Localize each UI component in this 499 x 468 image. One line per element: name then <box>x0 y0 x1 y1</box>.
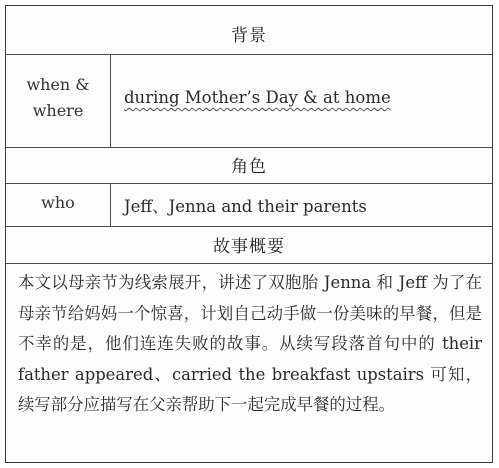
divider <box>6 147 492 148</box>
when-where-text: during Mother’s Day & at home <box>124 88 391 107</box>
when-where-label-line1: when & <box>26 75 90 94</box>
column-divider <box>110 183 111 226</box>
divider <box>6 226 492 227</box>
summary-header: 故事概要 <box>213 237 285 257</box>
divider <box>6 263 492 264</box>
column-divider <box>110 54 111 147</box>
story-info-table <box>5 5 493 463</box>
when-where-label-line2: where <box>32 101 84 120</box>
who-value: Jeff、Jenna and their parents <box>124 197 367 216</box>
summary-paragraph: 本文以母亲节为线索展开，讲述了双胞胎 Jenna 和 Jeff 为了在母亲节给妈妈一个惊喜，计划自己动手做一份美味的早餐，但是不幸的是，他们连连失败的故事。从续写段落首句中的 their father appeared、carried the breakfast upstairs 可知，续写部分应描写在父亲帮助下一起完成早餐的过程。 <box>18 273 482 414</box>
when-where-label <box>6 72 110 124</box>
story-summary <box>18 268 482 421</box>
characters-header: 角色 <box>231 157 267 177</box>
divider <box>6 183 492 184</box>
background-header: 背景 <box>231 26 267 46</box>
who-label: who <box>41 193 75 212</box>
divider <box>6 54 492 55</box>
when-where-value <box>124 88 391 107</box>
